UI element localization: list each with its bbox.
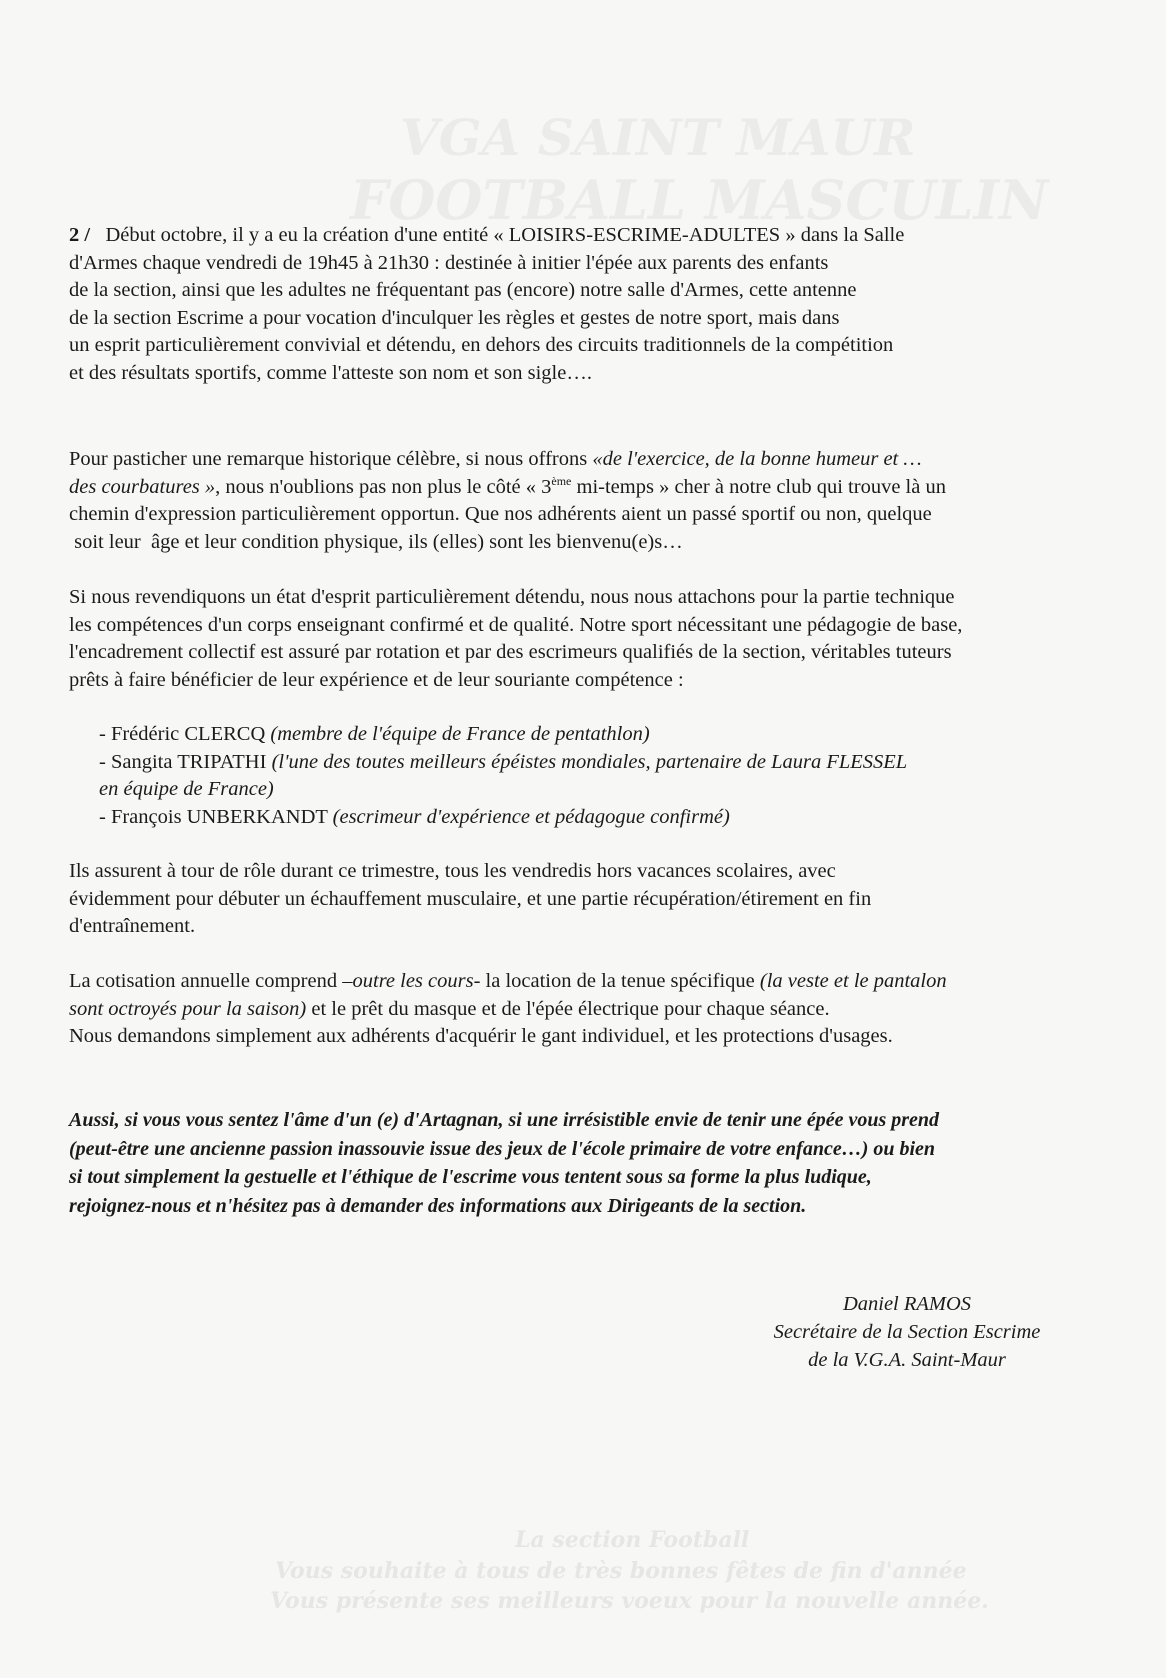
list-item: - Sangita TRIPATHI (l'une des toutes meilleurs épéistes mondiales, partenaire de Laura FLESSEL (99, 750, 908, 773)
paragraph-cotisation (69, 968, 1144, 1051)
paragraph-line: des courbatures », nous n'oublions pas non plus le côté « 3ème mi-temps » cher à notre club qui trouve là un (69, 473, 946, 498)
list-item-continuation: en équipe de France) (99, 778, 274, 800)
paragraph-line: Aussi, si vous vous sentez l'âme d'un (e) d'Artagnan, si une irrésistible envie de tenir une épée vous prend (69, 1109, 940, 1131)
show-through-footer-2: Vous souhaite à tous de très bonnes fêtes de fin d'année (275, 1558, 967, 1584)
list-item: - François UNBERKANDT (escrimeur d'expérience et pédagogue confirmé) (99, 805, 730, 828)
paragraph-line: Si nous revendiquons un état d'esprit particulièrement détendu, nous nous attachons pour la partie technique (69, 586, 955, 608)
signature-block (727, 1290, 1087, 1374)
show-through-title: VGA SAINT MAUR (400, 108, 916, 167)
paragraph-line: de la section, ainsi que les adultes ne fréquentant pas (encore) notre salle d'Armes, cette antenne (69, 279, 857, 301)
paragraph-pastiche (69, 446, 1144, 556)
paragraph-line: et des résultats sportifs, comme l'atteste son nom et son sigle…. (69, 361, 592, 384)
paragraph-line: 2 / Début octobre, il y a eu la création d'une entité « LOISIRS-ESCRIME-ADULTES » dans la Salle (69, 224, 905, 246)
paragraph-line: prêts à faire bénéficier de leur expérience et de leur souriante compétence : (69, 668, 684, 691)
paragraph-schedule (69, 858, 1144, 941)
paragraph-line: Pour pasticher une remarque historique célèbre, si nous offrons «de l'exercice, de la bonne humeur et … (69, 448, 922, 470)
paragraph-line: de la section Escrime a pour vocation d'inculquer les règles et gestes de notre sport, mais dans (69, 306, 840, 329)
paragraph-line: l'encadrement collectif est assuré par rotation et par des escrimeurs qualifiés de la section, véritables tuteurs (69, 641, 952, 663)
paragraph-line: Nous demandons simplement aux adhérents d'acquérir le gant individuel, et les protections d'usages. (69, 1025, 893, 1047)
paragraph-line: (peut-être une ancienne passion inassouvie issue des jeux de l'école primaire de votre enfance…) ou bien (69, 1137, 936, 1160)
list-item: - Frédéric CLERCQ (membre de l'équipe de France de pentathlon) (99, 723, 650, 745)
paragraph-line: évidemment pour débuter un échauffement musculaire, et une partie récupération/étirement en fin (69, 887, 872, 910)
paragraph-line: d'entraînement. (69, 915, 196, 937)
signature-role: Secrétaire de la Section Escrime (773, 1321, 1041, 1343)
paragraph-line: d'Armes chaque vendredi de 19h45 à 21h30 : destinée à initier l'épée aux parents des enfants (69, 251, 829, 274)
instructor-list (99, 721, 1166, 831)
paragraph-line: les compétences d'un corps enseignant confirmé et de qualité. Notre sport nécessitant une pédagogie de base, (69, 613, 963, 636)
paragraph-competences (69, 584, 1144, 694)
paragraph-line: Ils assurent à tour de rôle durant ce trimestre, tous les vendredis hors vacances scolaires, avec (69, 860, 836, 882)
paragraph-line: rejoignez-nous et n'hésitez pas à demander des informations aux Dirigeants de la section. (69, 1194, 807, 1217)
show-through-footer-3: Vous présente ses meilleurs voeux pour la nouvelle année. (270, 1588, 989, 1614)
paragraph-intro (69, 222, 1144, 387)
signature-name: Daniel RAMOS (842, 1293, 972, 1315)
paragraph-line: La cotisation annuelle comprend –outre les cours- la location de la tenue spécifique (la veste et le pantalon (69, 970, 947, 992)
show-through-subtitle: FOOTBALL MASCULIN (350, 168, 1049, 232)
paragraph-line: chemin d'expression particulièrement opportun. Que nos adhérents aient un passé sportif ou non, quelque (69, 503, 932, 525)
section-number: 2 / (69, 224, 91, 246)
call-to-action (69, 1106, 1144, 1220)
paragraph-line: si tout simplement la gestuelle et l'éthique de l'escrime vous tentent sous sa forme la plus ludique, (69, 1166, 872, 1188)
show-through-footer-1: La section Football (515, 1527, 750, 1553)
paragraph-line: soit leur âge et leur condition physique, ils (elles) sont les bienvenu(e)s… (69, 530, 683, 553)
signature-org: de la V.G.A. Saint-Maur (808, 1349, 1006, 1371)
paragraph-line: un esprit particulièrement convivial et détendu, en dehors des circuits traditionnels de la compétition (69, 334, 894, 356)
paragraph-line: sont octroyés pour la saison) et le prêt du masque et de l'épée électrique pour chaque séance. (69, 997, 830, 1020)
